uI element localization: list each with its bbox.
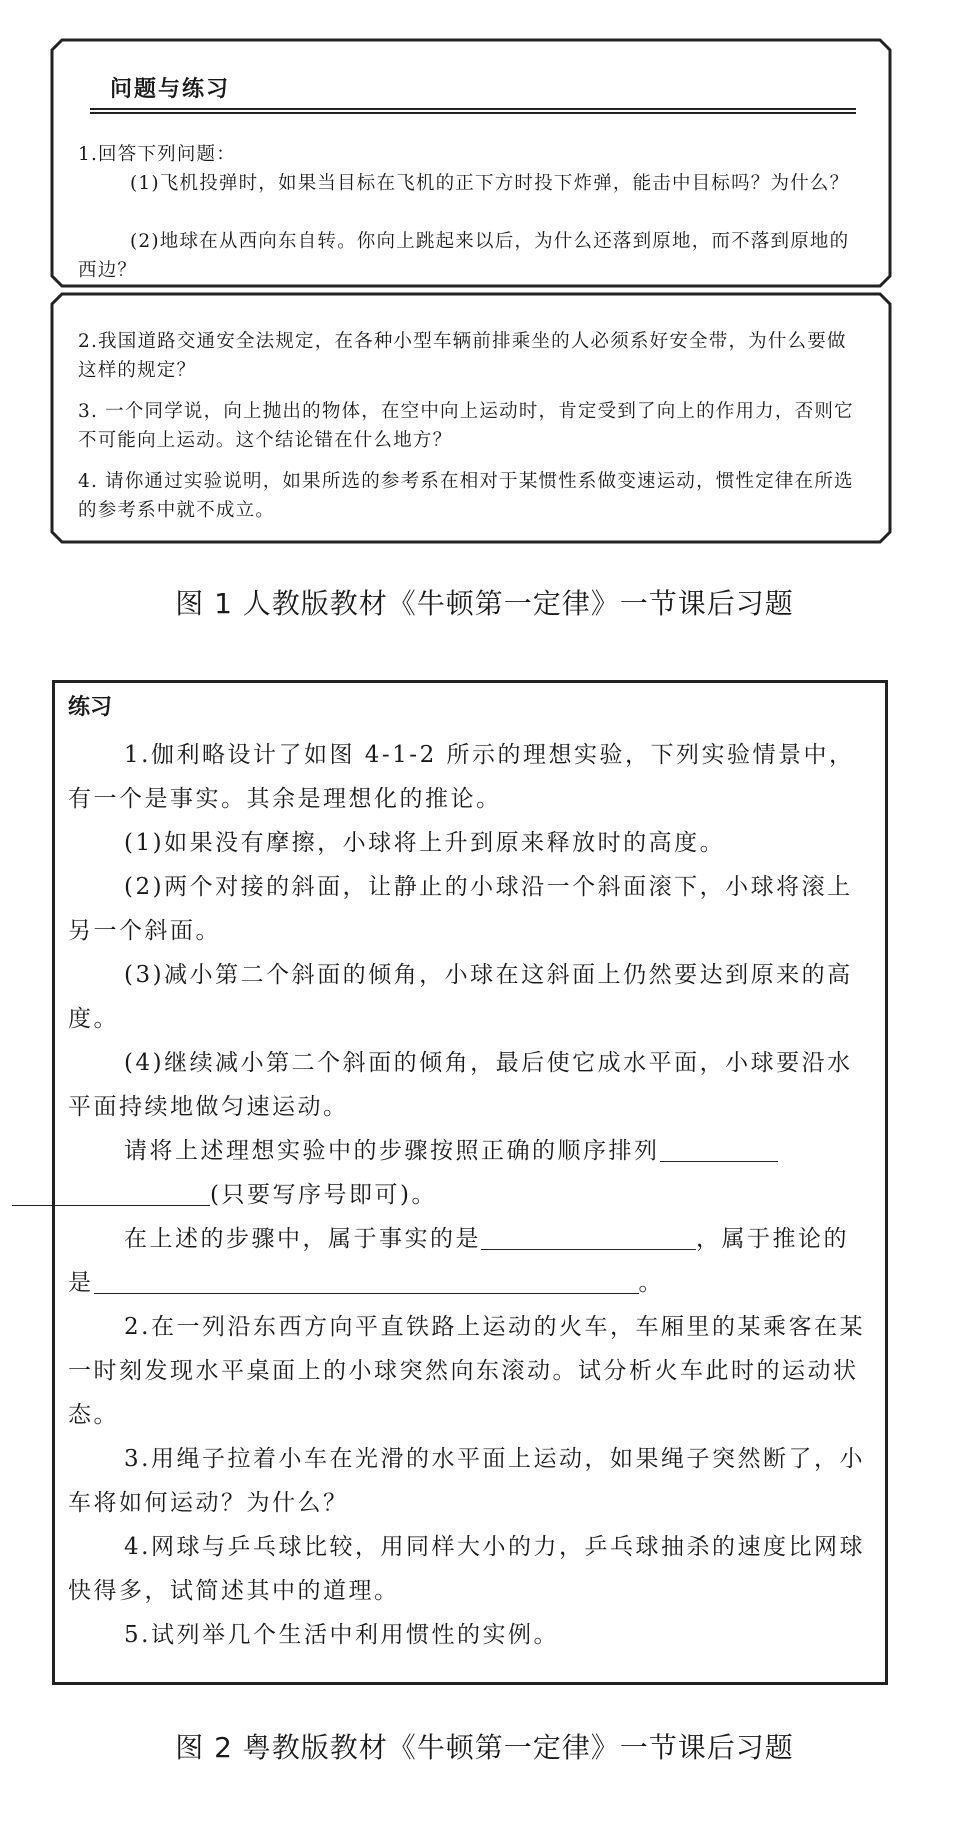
figure2-step-2: (2)两个对接的斜面，让静止的小球沿一个斜面滚下，小球将滚上另一个斜面。 bbox=[68, 874, 853, 944]
figure2-order-text: 请将上述理想实验中的步骤按照正确的顺序排列 bbox=[124, 1138, 660, 1164]
figure1-q1-intro: 1.回答下列问题： bbox=[78, 144, 236, 165]
figure1-q1-2: (2)地球在从西向东自转。你向上跳起来以后，为什么还落到原地，而不落到原地的西边？ bbox=[78, 231, 850, 281]
figure1-q3: 3. 一个同学说，向上抛出的物体，在空中向上运动时，肯定受到了向上的作用力，否则它不可能向上运动。这个结论错在什么地方？ bbox=[78, 401, 854, 451]
figure2-order-note: (只要写序号即可)。 bbox=[210, 1182, 437, 1208]
figure2-fact-question bbox=[68, 1217, 873, 1305]
figure2-q1: 1.伽利略设计了如图 4-1-2 所示的理想实验，下列实验情景中，有一个是事实。其余是理想化的推论。 bbox=[68, 742, 855, 812]
figure2-q2: 2.在一列沿东西方向平直铁路上运动的火车，车厢里的某乘客在某一时刻发现水平桌面上的小球突然向东滚动。试分析火车此时的运动状态。 bbox=[68, 1314, 865, 1428]
figure1-caption: 图 1 人教版教材《牛顿第一定律》一节课后习题 bbox=[175, 587, 794, 620]
figure1-title: 问题与练习 bbox=[110, 77, 231, 102]
figure2-order-blank-1[interactable] bbox=[660, 1137, 778, 1162]
figure2-order-blank-2[interactable] bbox=[12, 1181, 210, 1206]
figure2-fact-end: 。 bbox=[638, 1270, 664, 1296]
figure2-q5: 5.试列举几个生活中利用惯性的实例。 bbox=[124, 1622, 559, 1648]
figure2-fact-blank[interactable] bbox=[481, 1225, 696, 1250]
figure2-step-4: (4)继续减小第二个斜面的倾角，最后使它成水平面，小球要沿水平面持续地做匀速运动。 bbox=[68, 1050, 853, 1120]
figure2-inference-blank[interactable] bbox=[94, 1269, 639, 1294]
figure2-inference-text: ，属于推论的是 bbox=[68, 1226, 849, 1296]
figure2-caption: 图 2 粤教版教材《牛顿第一定律》一节课后习题 bbox=[175, 1731, 794, 1764]
figure2-q3: 3.用绳子拉着小车在光滑的水平面上运动，如果绳子突然断了，小车将如何运动？为什么？ bbox=[68, 1446, 865, 1516]
figure2-step-1: (1)如果没有摩擦，小球将上升到原来释放时的高度。 bbox=[124, 830, 726, 856]
figure1-q1-1: (1)飞机投弹时，如果当目标在飞机的正下方时投下炸弹，能击中目标吗？为什么？ bbox=[130, 173, 850, 194]
figure2-q4: 4.网球与乒乓球比较，用同样大小的力，乒乓球抽杀的速度比网球快得多，试简述其中的道理。 bbox=[68, 1534, 865, 1604]
figure2-order-question bbox=[68, 1129, 873, 1217]
figure1-title-rule bbox=[90, 108, 856, 114]
figure2-title: 练习 bbox=[68, 695, 113, 720]
figure1-q2: 2.我国道路交通安全法规定，在各种小型车辆前排乘坐的人必须系好安全带，为什么要做这样的规定？ bbox=[78, 331, 847, 381]
figure2-step-3: (3)减小第二个斜面的倾角，小球在这斜面上仍然要达到原来的高度。 bbox=[68, 962, 853, 1032]
figure1-q4: 4. 请你通过实验说明，如果所选的参考系在相对于某惯性系做变速运动，惯性定律在所选的参考系中就不成立。 bbox=[78, 471, 854, 521]
figure2-fact-text: 在上述的步骤中，属于事实的是 bbox=[124, 1226, 481, 1252]
